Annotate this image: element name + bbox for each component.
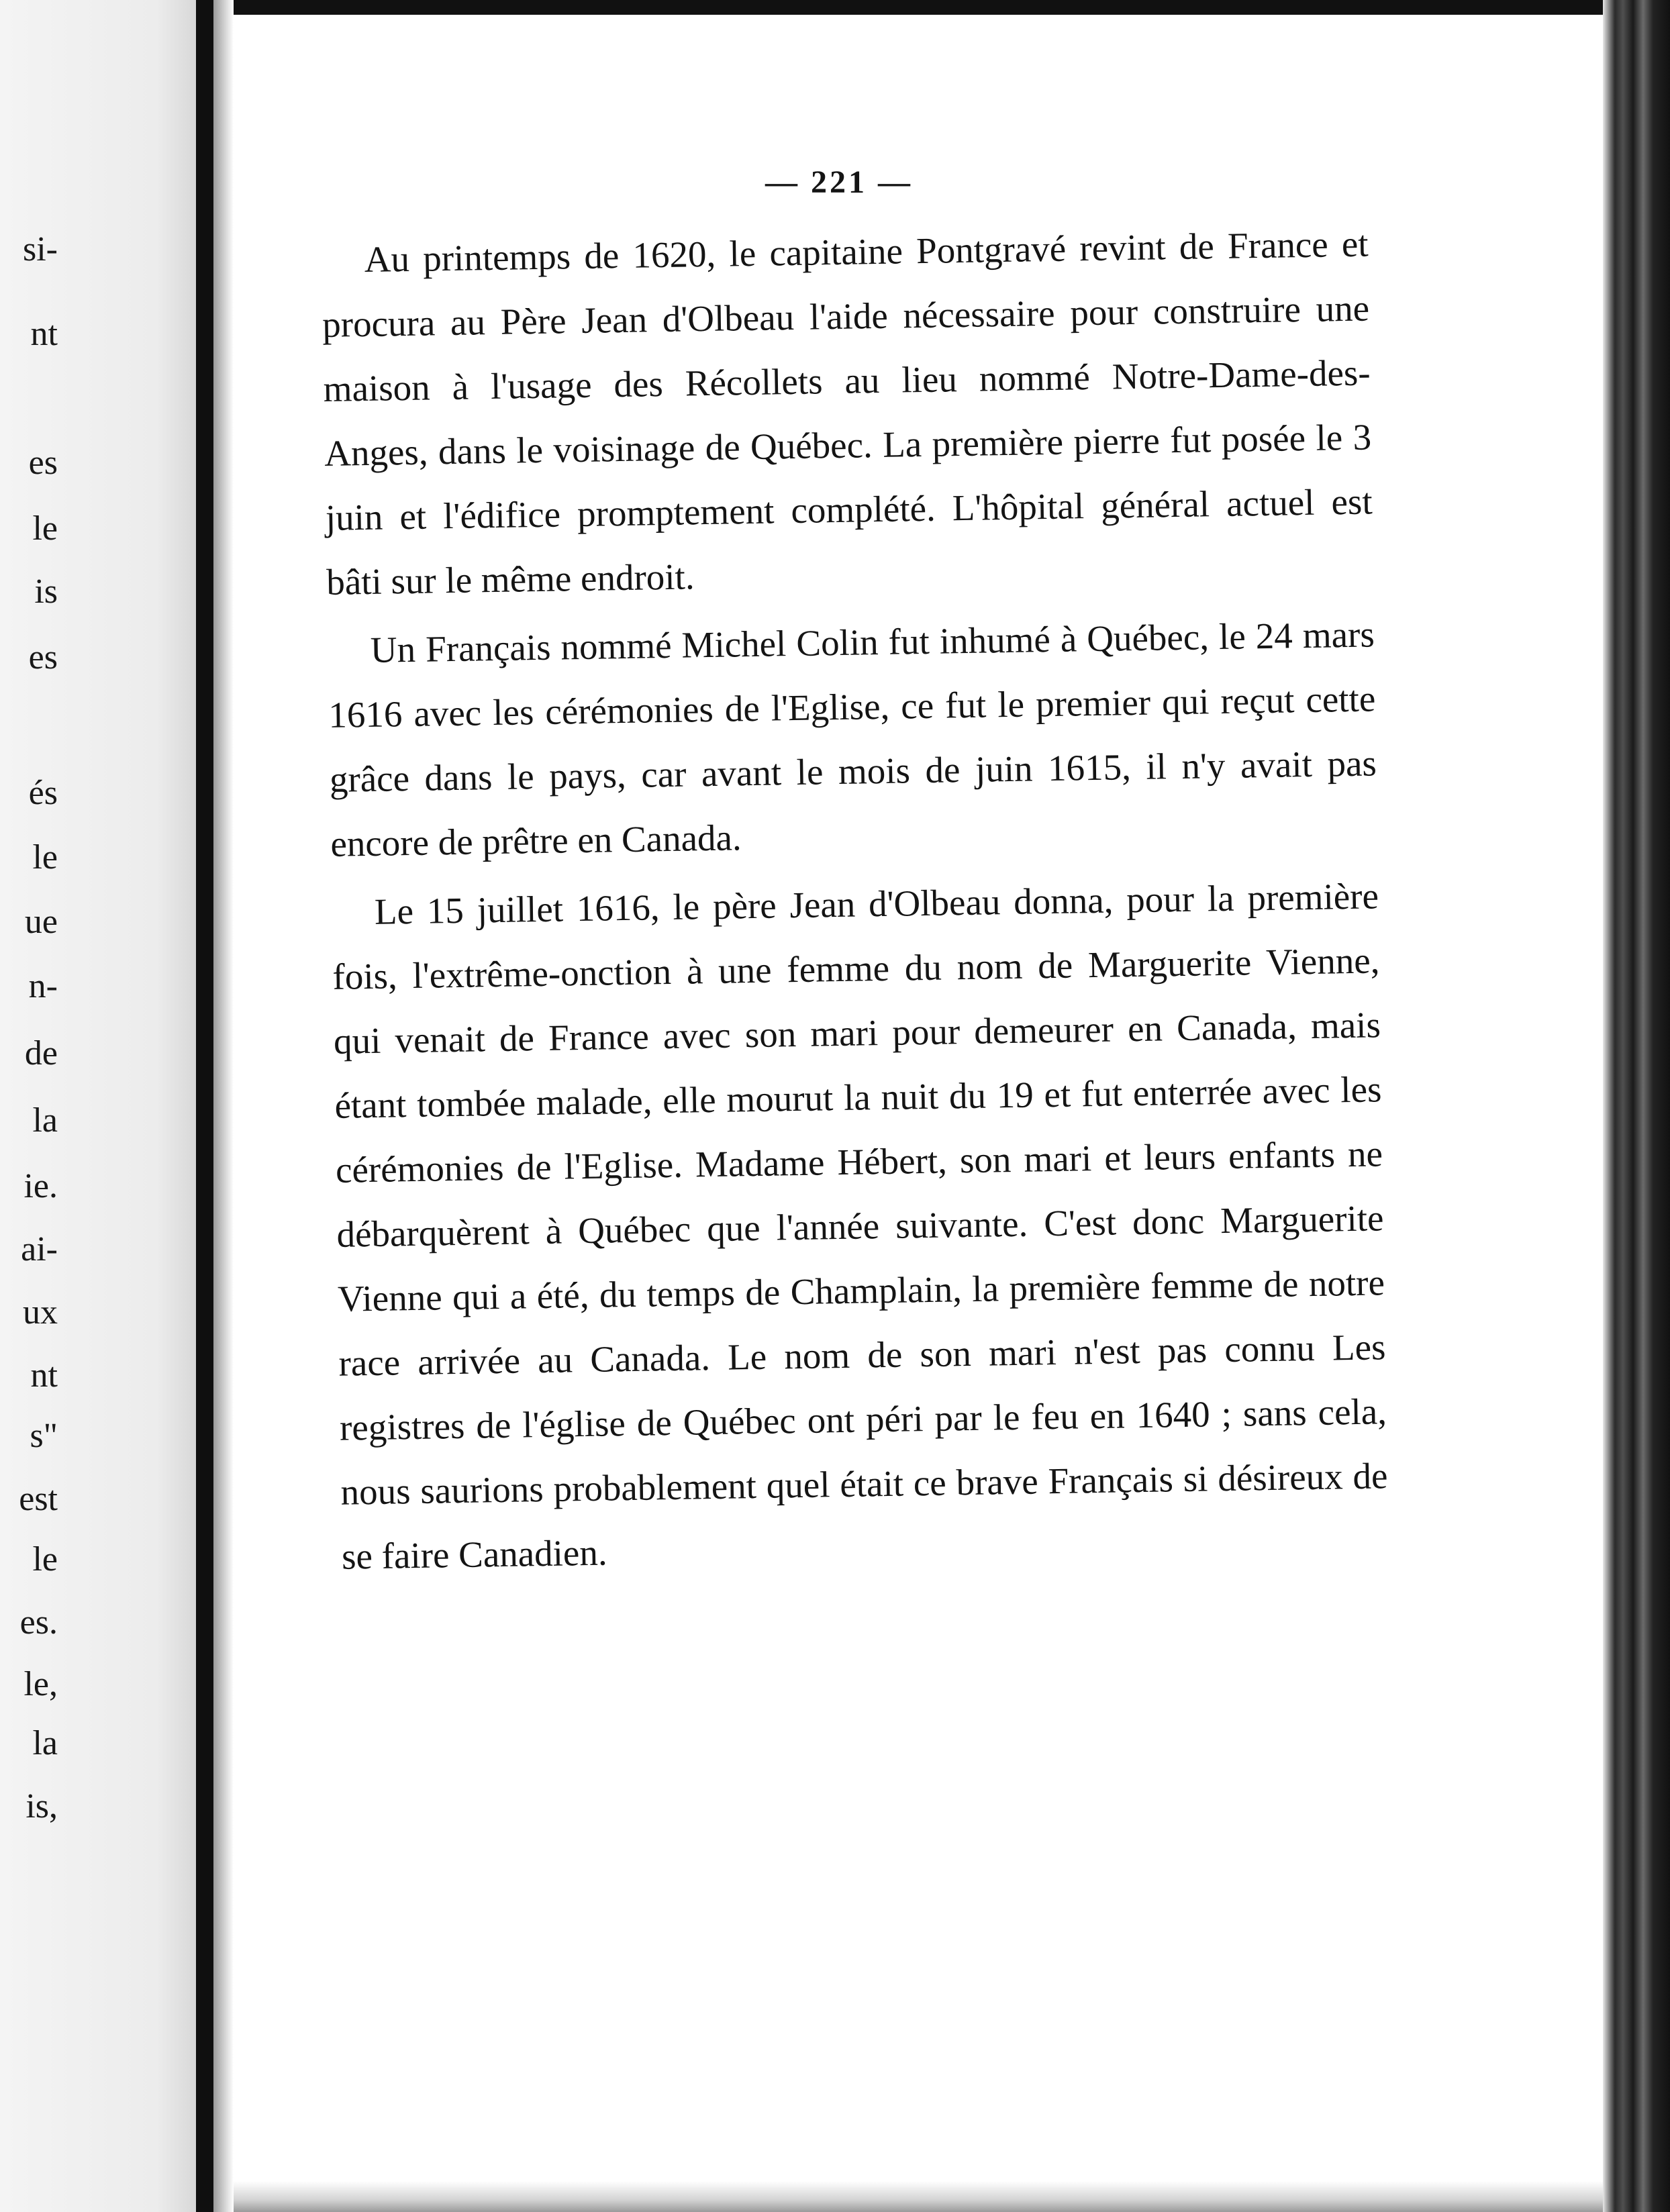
previous-page-fragment: n- [28, 967, 58, 1005]
previous-page-fragment: ue [24, 903, 58, 941]
previous-page-fragment: is, [26, 1787, 58, 1825]
body-text [321, 211, 1389, 1593]
previous-page-fragment: is [34, 572, 58, 611]
paragraph [331, 864, 1389, 1589]
previous-page-fragment: nt [30, 1356, 58, 1395]
previous-page-fragment: ai- [21, 1230, 58, 1268]
previous-page-fragment: nt [30, 315, 58, 353]
previous-page-fragment: le [32, 509, 58, 548]
previous-page-fragments [0, 0, 196, 2212]
previous-page-fragment: ux [23, 1293, 58, 1331]
page-bottom-edge [234, 2181, 1603, 2212]
previous-page-fragment: es [28, 638, 58, 676]
paragraph-text: Au printemps de 1620, le capitaine Pontgravé revint de France et procura au Père Jean d'Olbeau l'aide nécessaire pour construire une maison à l'usage des Récollets au lieu nommé Notre-Dame-des-Anges, dans le voisinage de Québec. La première pierre fut posée le 3 juin et l'édifice promptement complété. L'hôpital général actuel est bâti sur le même endroit. [322, 223, 1373, 603]
book-spine-gutter [196, 0, 213, 2212]
previous-page-fragment: si- [23, 230, 58, 268]
paragraph [321, 211, 1374, 614]
previous-page-fragment: est [19, 1480, 58, 1518]
previous-page-fragment: la [32, 1724, 58, 1762]
previous-page-fragment: le [32, 838, 58, 876]
scan-top-border [0, 0, 1670, 15]
previous-page-fragment: es. [19, 1603, 58, 1642]
previous-page-fragment: s" [30, 1417, 58, 1455]
previous-page-fragment: ie. [23, 1167, 58, 1205]
gutter-shadow [213, 0, 234, 2212]
previous-page-edge [0, 0, 196, 2212]
paragraph-text: Le 15 juillet 1616, le père Jean d'Olbeau donna, pour la première fois, l'extrême-onction à une femme du nom de Marguerite Vienne, qui venait de France avec son mari pour demeurer en Canada, mais étant tombée malade, elle mourut la nuit du 19 et fut enterrée avec les cérémonies de l'Eglise. Madame Hébert, son mari et leurs enfants ne débarquèrent à Québec que l'année suivante. C'est donc Marguerite Vienne qui a été, du temps de Champlain, la première femme de notre race arrivée au Canada. Le nom de son mari n'est pas connu Les registres de l'église de Québec ont péri par le feu en 1640 ; sans cela, nous saurions probablement quel était ce brave Français si désireux de se faire Canadien. [332, 875, 1388, 1577]
previous-page-fragment: és [28, 774, 58, 812]
page-number: — 221 — [765, 164, 913, 200]
paragraph [327, 602, 1378, 876]
previous-page-fragment: la [32, 1101, 58, 1140]
previous-page-fragment: de [24, 1034, 58, 1072]
previous-page-fragment: es [28, 444, 58, 482]
page-stack-edge [1603, 0, 1670, 2212]
previous-page-fragment: le, [23, 1665, 58, 1703]
previous-page-fragment: le [32, 1540, 58, 1578]
paragraph-text: Un Français nommé Michel Colin fut inhumé à Québec, le 24 mars 1616 avec les cérémonies de l'Eglise, ce fut le premier qui reçut cette grâce dans le pays, car avant le mois de juin 1615, il n'y avait pas encore de prêtre en Canada. [328, 613, 1377, 864]
